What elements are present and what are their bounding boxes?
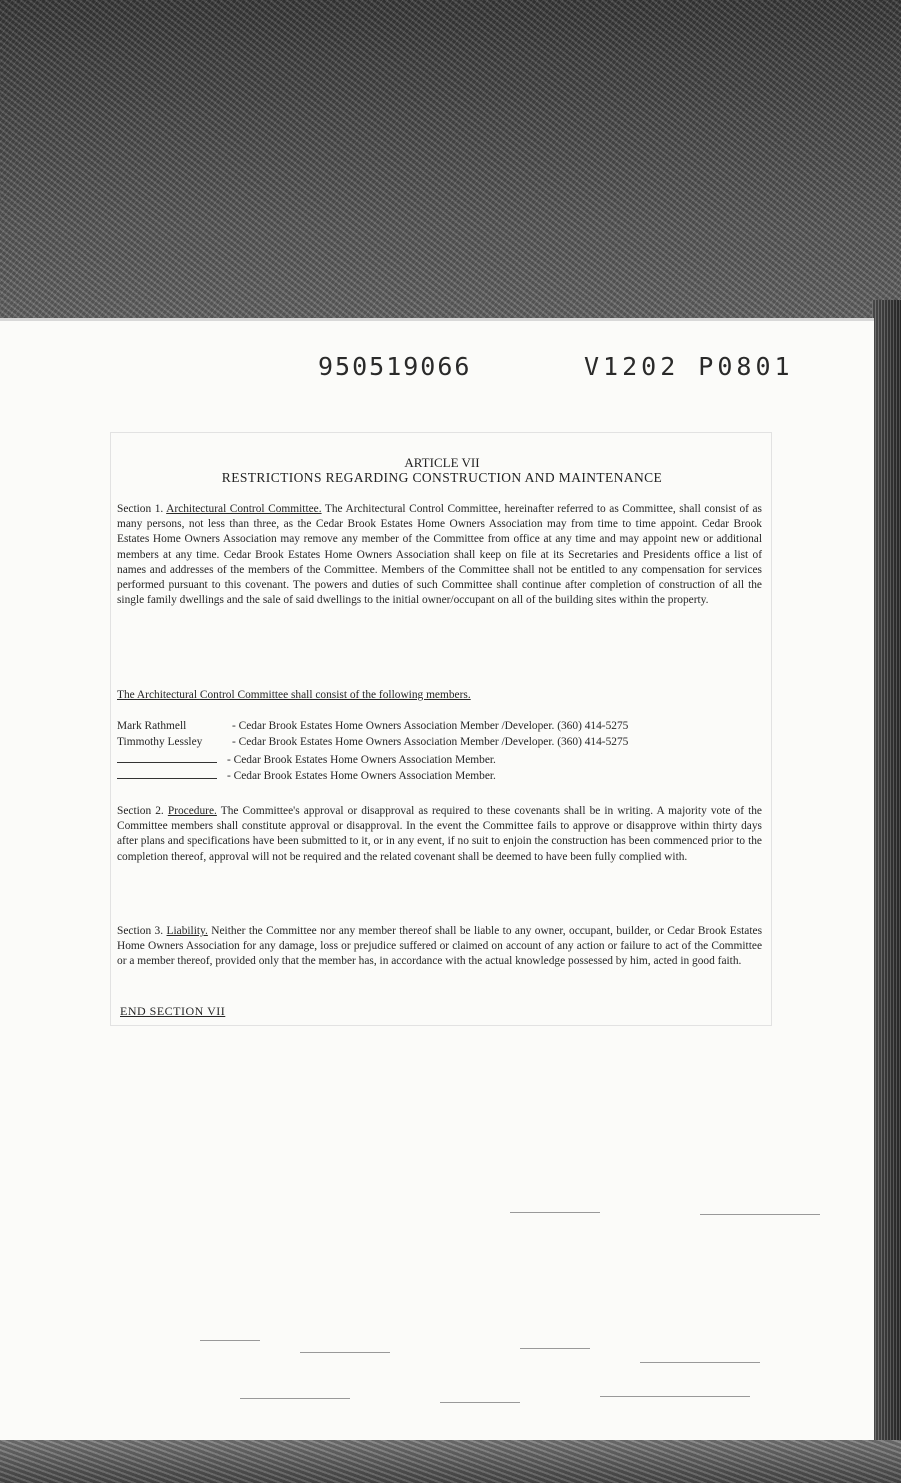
photocopy-speck: [510, 1212, 600, 1213]
section-3-heading: Liability.: [166, 925, 208, 937]
photocopy-speck: [640, 1362, 760, 1363]
member-role: - Cedar Brook Estates Home Owners Association Member.: [227, 754, 496, 766]
section-2: [117, 804, 762, 865]
section-2-prefix: Section 2.: [117, 805, 164, 817]
section-1-text: The Architectural Control Committee, hereinafter referred to as Committee, shall consist of as many persons, not less than three, as the Cedar Brook Estates Home Owners Association may from time to time appoint. Cedar Brook Estates Home Owners Association may remove any member of the Committee from office at any time and may appoint new or additional members at any time. Cedar Brook Estates Home Owners Association shall keep on file at its Secretaries and Presidents office a list of names and addresses of the members of the Committee. Members of the Committee shall not be entitled to any compensation for services performed pursuant to this covenant. The powers and duties of such Committee shall continue after completion of construction of all the single family dwellings and the sale of said dwellings to the initial owner/occupant on all of the building sites within the property.: [117, 503, 762, 607]
section-3-prefix: Section 3.: [117, 925, 164, 937]
section-3-text: Neither the Committee nor any member thereof shall be liable to any owner, occupant, builder, or Cedar Brook Estates Home Owners Association for any damage, loss or prejudice suffered or claimed on account of any action or failure to act of the Committee or a member thereof, provided only that the member has, in accordance with the actual knowledge possessed by him, acted in good faith.: [117, 925, 763, 968]
scanner-background-bottom: [0, 1440, 901, 1483]
photocopy-speck: [200, 1340, 260, 1341]
record-number: 950519066: [318, 352, 472, 381]
member-row: [117, 752, 496, 766]
member-name: Timmothy Lessley: [117, 736, 203, 748]
members-heading: The Architectural Control Committee shall consist of the following members.: [117, 689, 471, 701]
photocopy-speck: [240, 1398, 350, 1399]
member-name: Mark Rathmell: [117, 720, 187, 732]
member-role: - Cedar Brook Estates Home Owners Association Member /Developer. (360) 414-5275: [232, 720, 629, 732]
article-number: ARTICLE VII: [404, 455, 480, 470]
volume-page-number: V1202 P0801: [584, 352, 794, 381]
section-1: [117, 502, 762, 608]
member-row: [117, 768, 496, 782]
photocopy-speck: [700, 1214, 820, 1215]
member-name-blank: [117, 768, 217, 779]
section-1-heading: Architectural Control Committee.: [166, 503, 322, 515]
section-1-prefix: Section 1.: [117, 503, 164, 515]
member-role: - Cedar Brook Estates Home Owners Association Member /Developer. (360) 414-5275: [232, 736, 629, 748]
photocopy-speck: [520, 1348, 590, 1349]
photocopy-speck: [440, 1402, 520, 1403]
article-title: RESTRICTIONS REGARDING CONSTRUCTION AND MAINTENANCE: [221, 470, 663, 485]
photocopy-speck: [300, 1352, 390, 1353]
member-name-blank: [117, 752, 217, 763]
member-row: [117, 720, 628, 732]
scanner-background-top: [0, 0, 901, 330]
member-row: [117, 736, 628, 748]
section-3: [117, 924, 762, 970]
scanner-background-right: [872, 300, 901, 1483]
end-section-label: END SECTION VII: [120, 1004, 226, 1018]
member-role: - Cedar Brook Estates Home Owners Association Member.: [227, 770, 496, 782]
section-2-text: The Committee's approval or disapproval as required to these covenants shall be in writing. A majority vote of the Committee members shall constitute approval or disapproval. In the event the Committee fails to approve or disapprove within thirty days after plans and specifications have been submitted to it, or in any event, if no suit to enjoin the construction has been commenced prior to the completion thereof, approval will not be required and the related covenant shall be deemed to have been fully complied with.: [117, 805, 762, 863]
photocopy-speck: [600, 1396, 750, 1397]
section-2-heading: Procedure.: [167, 805, 217, 817]
